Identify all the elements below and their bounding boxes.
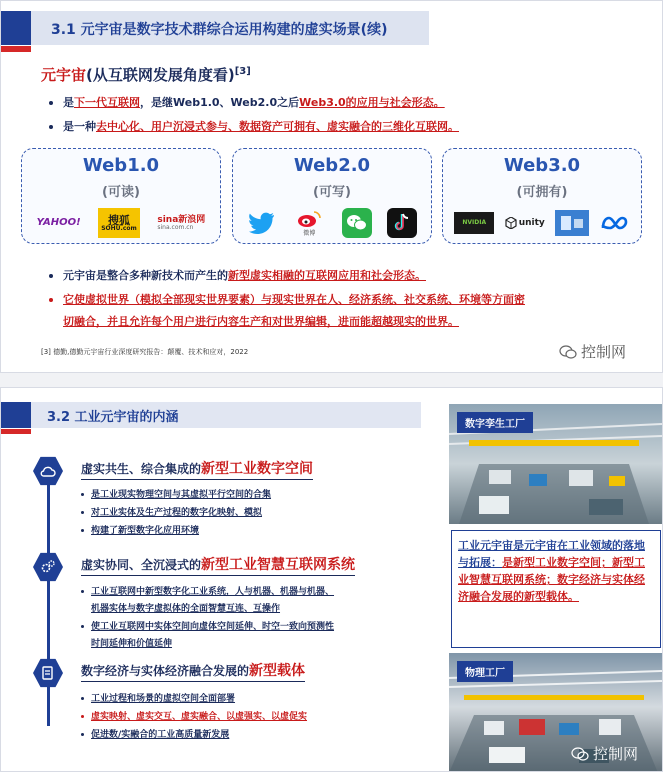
bullet-3d-internet: 是一种去中心化、用户沉浸式参与、数据资产可拥有、虚实融合的三维化互联网。 [49, 118, 459, 134]
title-accent [1, 11, 31, 45]
bullet-virtual-world: 它使虚拟世界（模拟全部现实世界要素）与现实世界在人、经济系统、社交系统、环境等方面密 [49, 291, 525, 307]
wechat-icon [342, 208, 372, 238]
watermark: 控制网 [571, 743, 638, 764]
digital-twin-caption: 数字孪生工厂 [457, 412, 533, 433]
section3-item: 工业过程和场景的虚拟空间全面部署 [81, 691, 235, 704]
digital-twin-factory-photo [449, 404, 662, 524]
section1-item: 是工业现实物理空间与其虚拟平行空间的合集 [81, 487, 271, 500]
web2-title: Web2.0 [293, 155, 371, 176]
nvidia-logo: NVIDIA [454, 212, 494, 234]
slide1-title: 3.1 元宇宙是数字技术群综合运用构建的虚实场景(续) [51, 22, 388, 38]
web3-title: Web3.0 [503, 155, 581, 176]
heading-paren: (从互联网发展角度看) [86, 66, 235, 84]
section3-item: 虚实映射、虚实交互、虚实融合、以虚强实、以虚促实 [81, 709, 307, 722]
section3-item: 促进数/实融合的工业高质量新发展 [81, 727, 229, 740]
web1-box [21, 148, 221, 244]
web2-box [232, 148, 432, 244]
wechat-watermark-icon [559, 345, 577, 359]
section2-heading: 虚实协同、全沉浸式的新型工业智慧互联网系统 [81, 554, 355, 576]
web1-title: Web1.0 [82, 155, 160, 176]
section1-item: 构建了新型数字化应用环境 [81, 523, 199, 536]
yahoo-logo: YAHOO! [36, 217, 81, 228]
watermark: 控制网 [559, 341, 626, 362]
heading-ref: [3] [234, 66, 251, 77]
web3-subtitle: (可拥有) [516, 185, 568, 200]
section2-item-cont: 时间延伸和价值延伸 [91, 639, 173, 649]
slide-web3-metaverse [0, 0, 663, 373]
slide-gap [0, 373, 663, 387]
metaverse-heading [41, 64, 251, 85]
industrial-metaverse-definition: 工业元宇宙是元宇宙在工业领域的落地与拓展：是新型工业数字空间；新型工业智慧互联网系统；数字经济与实体经济融合发展的新型载体。 [451, 530, 661, 648]
title-stripe [1, 429, 31, 434]
section2-item-cont: 机器实体与数字虚拟体的全面智慧互连、互操作 [91, 604, 281, 614]
cloud-icon [33, 456, 63, 486]
slide1-title-bar [1, 11, 429, 45]
timeline-line [47, 468, 50, 726]
document-icon [33, 658, 63, 688]
physical-factory-caption: 物理工厂 [457, 661, 513, 682]
bullet-virtual-world-cont: 切融合，并且允许每个用户进行内容生产和对世界编辑，进而能超越现实的世界。 [63, 315, 459, 328]
section2-item: 工业互联网中新型数字化工业系统，人与机器、机器与机器、 [81, 584, 334, 597]
title-stripe [1, 46, 31, 52]
gears-icon [33, 552, 63, 582]
unity-logo: unity [505, 217, 545, 229]
reference-note: [3] 德勤,德勤元宇宙行业深度研究报告：颠覆、技术和应对，2022 [41, 348, 249, 356]
bullet-integration: 元宇宙是整合多种新技术而产生的新型虚实相融的互联网应用和社会形态。 [49, 267, 426, 283]
web1-subtitle: (可读) [102, 185, 140, 200]
twitter-icon [247, 208, 277, 238]
web2-subtitle: (可写) [313, 185, 351, 200]
heading-main: 元宇宙 [41, 66, 87, 84]
sohu-logo: 搜狐 SOHU.com [98, 208, 140, 238]
slide2-title-bar [1, 402, 421, 428]
section1-heading: 虚实共生、综合集成的新型工业数字空间 [81, 458, 313, 480]
sina-logo: sina新浪网 sina.com.cn [157, 214, 206, 231]
section1-item: 对工业实体及生产过程的数字化映射、模拟 [81, 505, 262, 518]
bullet-next-gen-internet: 是下一代互联网，是继Web1.0、Web2.0之后Web3.0的应用与社会形态。 [49, 94, 445, 110]
tiktok-icon [387, 208, 417, 238]
slide2-title: 3.2 工业元宇宙的内涵 [47, 410, 179, 425]
meta-icon [600, 208, 630, 238]
section2-item: 使工业互联网中实体空间向虚体空间延伸、时空一致向预测性 [81, 619, 334, 632]
weibo-icon: 微博 [292, 208, 326, 238]
roblox-icon [555, 210, 589, 236]
slide-industrial-metaverse [0, 387, 663, 772]
web3-box [442, 148, 642, 244]
section3-heading: 数字经济与实体经济融合发展的新型载体 [81, 660, 305, 682]
